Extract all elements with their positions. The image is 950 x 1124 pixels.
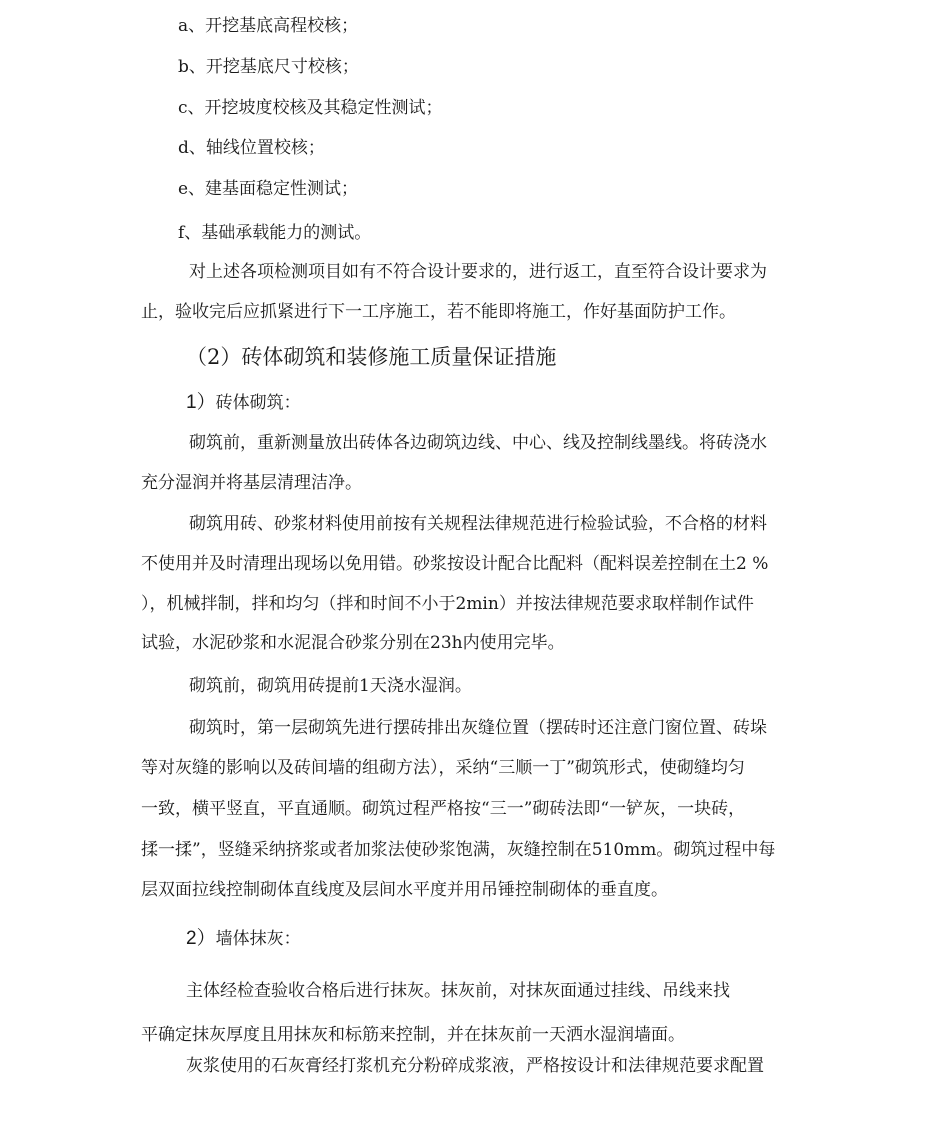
check-item-c: c、开挖坡度校核及其稳定性测试；	[178, 98, 443, 118]
paragraph-line: 平确定抹灰厚度且用抹灰和标筋来控制，并在抹灰前一天洒水湿润墙面。	[141, 1025, 685, 1045]
paragraph-line: 砌筑用砖、砂浆材料使用前按有关规程法律规范进行检验试验，不合格的材料	[189, 514, 767, 534]
paragraph-line: 砌筑前，重新测量放出砖体各边砌筑边线、中心、线及控制线墨线。将砖浇水	[189, 433, 767, 453]
subsection-number: 1）	[186, 392, 216, 413]
paragraph-line: 试验，水泥砂浆和水泥混合砂浆分别在23h内使用完毕。	[141, 633, 565, 653]
paragraph-line: 不使用并及时清理出现场以免用错。砂浆按设计配合比配料（配料误差控制在土2 %	[141, 554, 769, 574]
check-item-e: e、建基面稳定性测试；	[178, 179, 359, 199]
check-item-d: d、轴线位置校核；	[178, 138, 325, 158]
paragraph-line: 充分湿润并将基层清理洁净。	[141, 473, 362, 493]
paragraph-line: 一致，横平竖直，平直通顺。砌筑过程严格按“三一”砌砖法即“一铲灰，一块砖，	[141, 799, 746, 819]
section-title: 砖体砌筑和装修施工质量保证措施	[241, 345, 557, 369]
paragraph-line: 层双面拉线控制砌体直线度及层间水平度并用吊锤控制砌体的垂直度。	[141, 880, 668, 900]
paragraph-line: 灰浆使用的石灰膏经打浆机充分粉碎成浆液，严格按设计和法律规范要求配置	[186, 1056, 764, 1076]
paragraph-line: 主体经检查验收合格后进行抹灰。抹灰前，对抹灰面通过挂线、吊线来找	[186, 981, 730, 1001]
paragraph-line: ），机械拌制，拌和均匀（拌和时间不小于2min）并按法律规范要求取样制作试件	[141, 594, 754, 614]
paragraph-line: 揉一揉”，竖缝采纳挤浆或者加浆法使砂浆饱满，灰缝控制在510mm。砌筑过程中每	[141, 840, 776, 860]
subsection-heading	[186, 392, 301, 414]
subsection-heading	[186, 928, 301, 950]
subsection-title: 砖体砌筑：	[215, 393, 301, 413]
check-item-a: a、开挖基底高程校核；	[178, 16, 359, 36]
subsection-number: 2）	[186, 928, 216, 949]
check-item-f: f、基础承载能力的测试。	[178, 223, 372, 243]
check-item-b: b、开挖基底尺寸校核；	[178, 57, 359, 77]
paragraph-line: 等对灰缝的影响以及砖间墙的组砌方法），采纳“三顺一丁”砌筑形式，使砌缝均匀	[141, 758, 745, 778]
section-number: （2）	[186, 345, 242, 369]
subsection-title: 墙体抹灰：	[215, 929, 301, 949]
section-heading	[186, 344, 556, 370]
paragraph-line: 砌筑前，砌筑用砖提前1天浇水湿润。	[189, 676, 472, 696]
paragraph-line: 对上述各项检测项目如有不符合设计要求的，进行返工，直至符合设计要求为	[189, 262, 767, 282]
paragraph-line: 砌筑时，第一层砌筑先进行摆砖排出灰缝位置（摆砖时还注意门窗位置、砖垛	[189, 718, 767, 738]
paragraph-line: 止，验收完后应抓紧进行下一工序施工，若不能即将施工，作好基面防护工作。	[141, 302, 736, 322]
